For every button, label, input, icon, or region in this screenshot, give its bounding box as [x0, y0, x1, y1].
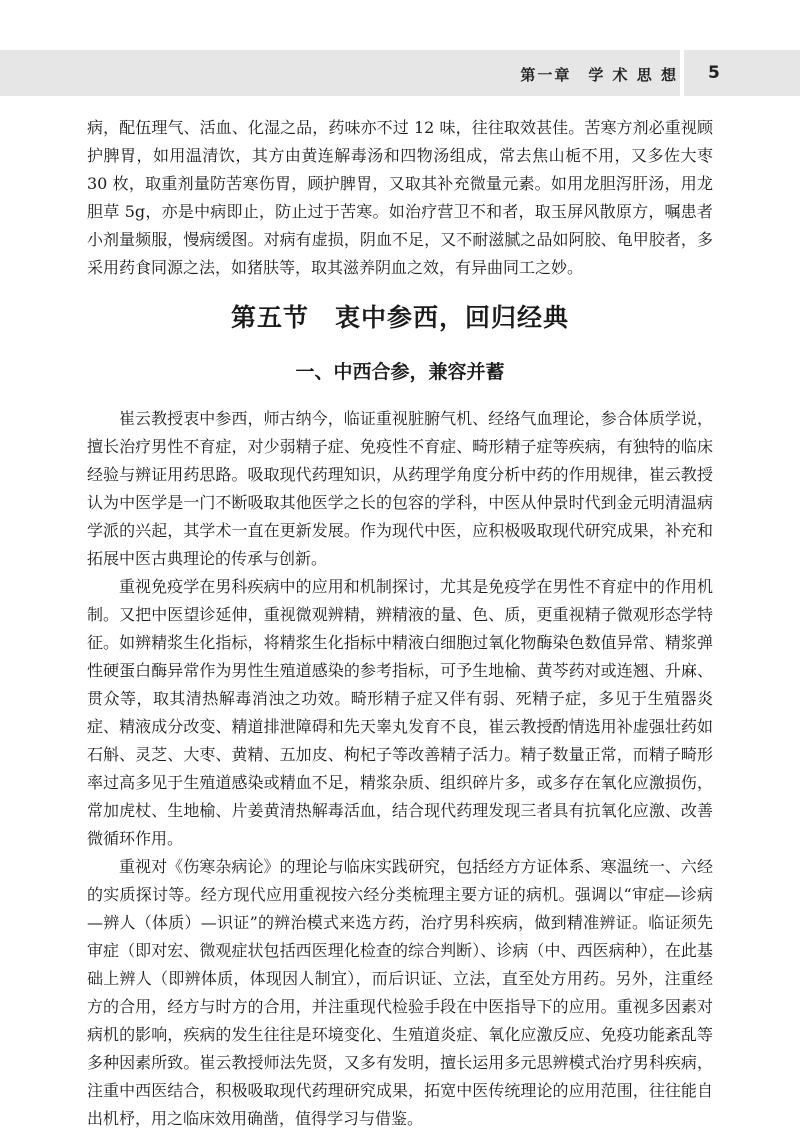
intro-text [87, 114, 713, 282]
subsection-title: 一、中西合参，兼容并蓄 [295, 361, 505, 383]
chapter-title: 第一章 学 术 思 想 [520, 66, 678, 84]
page-number: 5 [708, 63, 720, 83]
intro-paragraph: 病，配伍理气、活血、化湿之品，药味亦不过 12 味，往往取效甚佳。苦寒方剂必重视顾护脾胃，如用温清饮，其方由黄连解毒汤和四物汤组成，常去焦山栀不用，又多佐大枣 30 枚，取重剂量防苦寒伤胃，顾护脾胃，又取其补充微量元素。如用龙胆泻肝汤，用龙胆草 5g，亦是中病即止，防止过于苦寒。如治疗营卫不和者，取玉屏风散原方，嘱患者小剂量频服，慢病缓图。对病有虚损，阴血不足，又不耐滋腻之品如阿胶、龟甲胶者，多采用药食同源之法，如猪肤等，取其滋养阴血之效，有异曲同工之妙。 [87, 118, 713, 277]
header-divider [680, 50, 684, 96]
paragraph-1: 崔云教授衷中参西，师古纳今，临证重视脏腑气机、经络气血理论，参合体质学说，擅长治疗男性不育症，对少弱精子症、免疫性不育症、畸形精子症等疾病，有独特的临床经验与辨证用药思路。吸取现代药理知识，从药理学角度分析中药的作用规律，崔云教授认为中医学是一门不断吸取其他医学之长的包容的学科，中医从仲景时代到金元明清温病学派的兴起，其学术一直在更新发展。作为现代中医，应积极吸取现代研究成果，补充和拓展中医古典理论的传承与创新。 [87, 409, 713, 568]
paragraph-3: 重视对《伤寒杂病论》的理论与临床实践研究，包括经方方证体系、寒温统一、六经的实质探讨等。经方现代应用重视按六经分类梳理主要方证的病机。强调以“审症—诊病—辨人（体质）—识证”的辨治模式来选方药，治疗男科疾病，做到精准辨证。临证须先审症（即对宏、微观症状包括西医理化检查的综合判断）、诊病（中、西医病种），在此基础上辨人（即辨体质，体现因人制宜），而后识证、立法，直至处方用药。另外，注重经方的合用，经方与时方的合用，并注重现代检验手段在中医指导下的应用。重视多因素对病机的影响，疾病的发生往往是环境变化、生殖道炎症、氧化应激反应、免疫功能紊乱等多种因素所致。崔云教授师法先贤，又多有发明，擅长运用多元思辨模式治疗男科疾病，注重中西医结合，积极吸取现代药理研究成果，拓宽中医传统理论的应用范围，往往能自出机杼，用之临床效用确凿，值得学习与借鉴。 [87, 857, 713, 1128]
paragraph-2: 重视免疫学在男科疾病中的应用和机制探讨，尤其是免疫学在男性不育症中的作用机制。又把中医望诊延伸，重视微观辨精，辨精液的量、色、质，更重视精子微观形态学特征。如辨精浆生化指标，将精浆生化指标中精液白细胞过氧化物酶染色数值异常、精浆弹性硬蛋白酶异常作为男性生殖道感染的参考指标，可予生地榆、黄芩药对或连翘、升麻、贯众等，取其清热解毒消浊之功效。畸形精子症又伴有弱、死精子症，多见于生殖器炎症、精液成分改变、精道排泄障碍和先天睾丸发育不良，崔云教授酌情选用补虚强壮药如石斛、灵芝、大枣、黄精、五加皮、枸杞子等改善精子活力。精子数量正常，而精子畸形率过高多见于生殖道感染或精血不足，精浆杂质、组织碎片多，或多存在氧化应激损伤，常加虎杖、生地榆、片姜黄清热解毒活血，结合现代药理发现三者具有抗氧化应激、改善微循环作用。 [87, 577, 713, 848]
running-header [0, 50, 800, 96]
section-body [87, 405, 713, 1133]
section-title: 第五节 衷中参西，回归经典 [230, 303, 569, 332]
